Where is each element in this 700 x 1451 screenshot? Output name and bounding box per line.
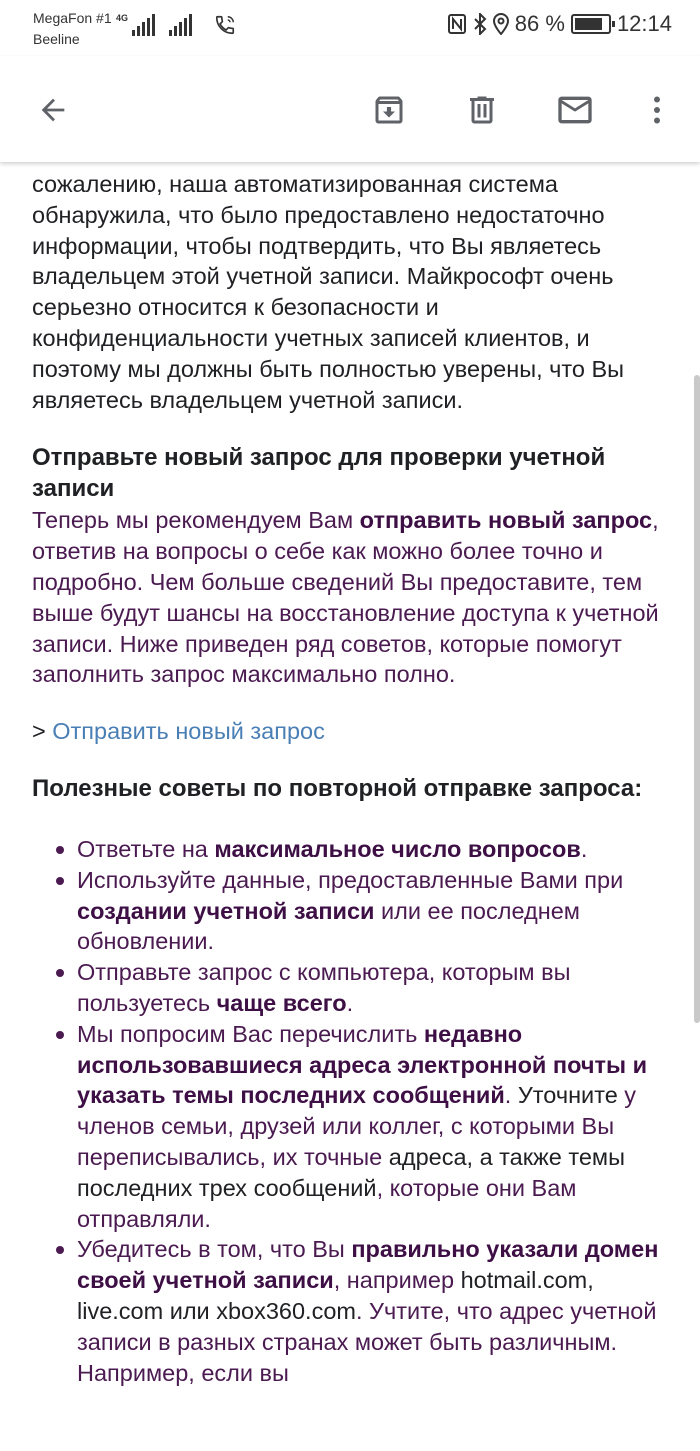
tip-text: Убедитесь в том, что Вы xyxy=(77,1236,352,1263)
more-options-icon xyxy=(639,92,675,128)
tip-bold: чаще всего xyxy=(216,989,347,1016)
scrollbar[interactable] xyxy=(694,375,700,1023)
signal-strength-2-icon xyxy=(169,14,192,36)
delete-icon xyxy=(464,92,500,128)
send-request-line xyxy=(32,716,672,747)
mark-unread-icon xyxy=(555,90,595,130)
battery-percent: 86 % xyxy=(514,11,565,36)
rec-bold: отправить новый запрос xyxy=(359,507,653,534)
link-prefix: > xyxy=(32,718,53,745)
status-right xyxy=(447,11,672,37)
clock: 12:14 xyxy=(616,11,672,36)
location-icon xyxy=(493,13,509,35)
tip-text: или ее последнем обновлении. xyxy=(77,897,580,955)
bluetooth-icon xyxy=(473,13,487,35)
archive-button[interactable] xyxy=(365,86,413,134)
section-heading-new-request: Отправьте новый запрос для проверки учетной записи xyxy=(32,444,606,503)
delete-button[interactable] xyxy=(458,86,506,134)
tip-text: . Учтите, что адрес учетной записи в разных странах может быть различным. Например, если вы xyxy=(77,1297,657,1386)
tip-text: , которые они Вам отправляли. xyxy=(77,1174,577,1232)
archive-icon xyxy=(371,92,407,128)
battery-icon xyxy=(571,14,611,34)
signal-strength-icon xyxy=(116,14,155,36)
email-body xyxy=(32,140,672,1388)
carrier-secondary: Beeline xyxy=(33,31,80,47)
signal-group xyxy=(116,14,236,36)
more-options-button[interactable] xyxy=(633,86,681,134)
list-item xyxy=(77,834,672,865)
tip-bold: максимальное число вопросов xyxy=(214,835,581,862)
tip-text-dark: Уточните xyxy=(517,1082,618,1109)
list-item xyxy=(77,957,672,1019)
tip-text-dark: hotmail.com, live.com или xbox360.com xyxy=(77,1267,594,1324)
tip-text: Мы попросим Вас перечислить xyxy=(77,1020,424,1047)
tip-text: . xyxy=(580,835,588,862)
network-type: 4G xyxy=(116,13,129,23)
rec-text: Теперь мы рекомендуем Вам xyxy=(32,507,360,534)
tip-text: . xyxy=(504,1082,512,1109)
list-item xyxy=(77,1234,672,1388)
mark-unread-button[interactable] xyxy=(551,86,599,134)
recommendation-paragraph xyxy=(32,505,672,690)
tip-text: Отправьте запрос с компьютера, которым вы пользуетесь xyxy=(77,959,571,1016)
tip-text-dark: адреса, а также темы последних трех сообщений xyxy=(77,1143,625,1201)
carrier-info xyxy=(33,8,112,50)
send-new-request-link[interactable]: Отправить новый запрос xyxy=(52,718,325,745)
list-item xyxy=(77,865,672,957)
nfc-icon xyxy=(447,13,467,35)
call-icon xyxy=(214,14,236,36)
section-heading-tips: Полезные советы по повторной отправке запроса: xyxy=(32,774,643,802)
intro-paragraph: сожалению, наша автоматизированная система обнаружила, что было предоставлено недостаточно информации, чтобы подтвердить, что Вы являетесь владельцем этой учетной записи. Майкрософт очень серьезно относится к безопасности и конфиденциальности учетных записей клиентов, и поэтому мы должны быть полностью уверены, что Вы являетесь владельцем учетной записи. xyxy=(32,171,625,413)
tip-text: Используйте данные, предоставленные Вами при xyxy=(77,866,624,893)
tip-text: у членов семьи, друзей или коллег, с которыми Вы переписывались, их точные xyxy=(77,1082,637,1170)
tip-bold: правильно указали домен своей учетной записи xyxy=(77,1236,659,1294)
carrier-primary: MegaFon #1 xyxy=(33,10,112,26)
tip-text: , например xyxy=(333,1267,461,1294)
back-arrow-icon xyxy=(36,93,70,127)
tips-list xyxy=(0,834,672,1388)
list-item xyxy=(77,1019,672,1235)
tip-bold: создании учетной записи xyxy=(77,897,375,924)
tip-text: . xyxy=(346,989,354,1016)
tip-bold: недавно использовавшиеся адреса электронной почты и указать темы последних сообщений xyxy=(77,1020,648,1109)
mail-toolbar xyxy=(0,56,700,162)
tip-text: Ответьте на xyxy=(77,835,215,862)
status-bar xyxy=(0,0,700,56)
back-button[interactable] xyxy=(29,86,77,134)
rec-text-2: , ответив на вопросы о себе как можно более точно и подробно. Чем больше сведений Вы предоставите, тем выше будут шансы на восстановление доступа к учетной записи. Ниже приведен ряд советов, которые помогут заполнить запрос максимально полно. xyxy=(32,507,659,688)
